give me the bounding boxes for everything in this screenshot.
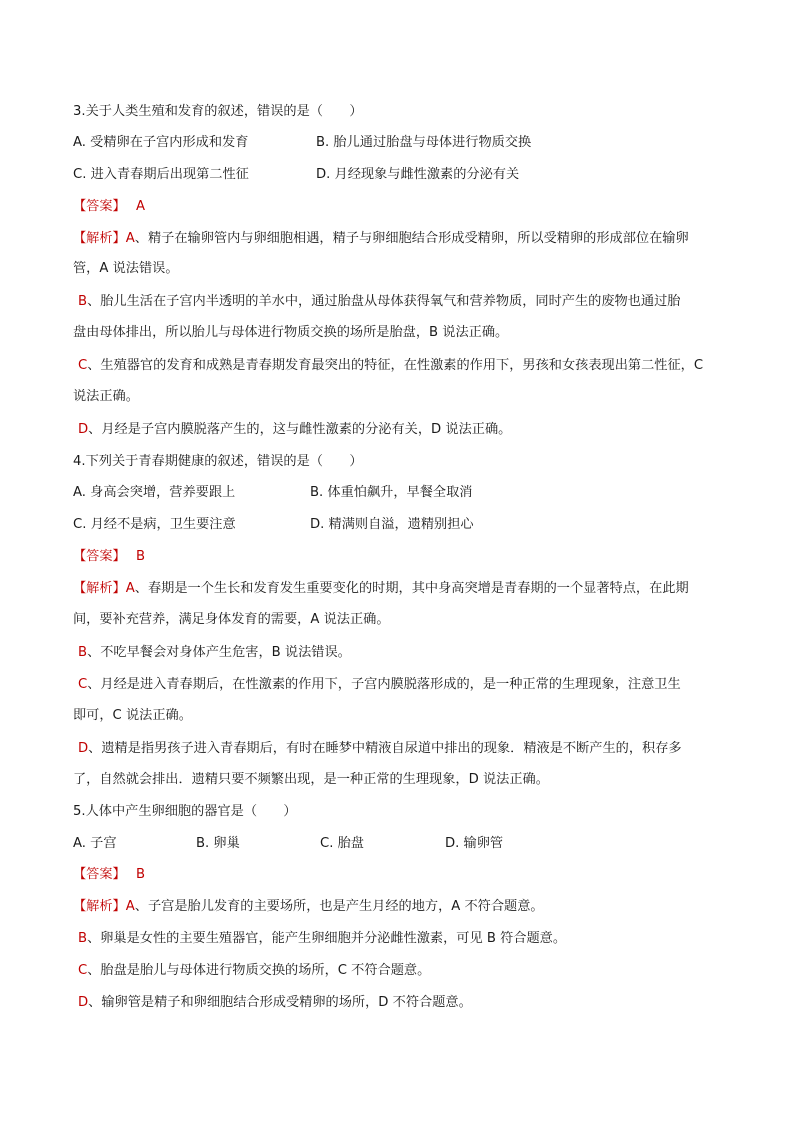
q3-option-a: A. 受精卵在子宫内形成和发育 [73,135,249,150]
q3-answer [73,198,145,216]
q3-analysis-c: C、生殖器官的发育和成熟是青春期发育最突出的特征，在性激素的作用下，男孩和女孩表现出第二性征，C [78,358,704,373]
q4-analysis-b: B、不吃早餐会对身体产生危害，B 说法错误。 [78,645,351,660]
q5-analysis-b: B、卵巢是女性的主要生殖器官，能产生卵细胞并分泌雌性激素，可见 B 符合题意。 [78,931,567,946]
answer-label: 【答案】 [73,549,126,564]
analysis-label: 【解析】 [73,899,126,914]
q4-answer [73,548,145,566]
q3-analysis-b: B、胎儿生活在子宫内半透明的羊水中，通过胎盘从母体获得氧气和营养物质，同时产生的废物也通过胎 [78,294,681,309]
q4-option-c: C. 月经不是病，卫生要注意 [73,517,236,532]
q4-option-b: B. 体重怕飙升，早餐全取消 [310,485,473,500]
q3-option-b: B. 胎儿通过胎盘与母体进行物质交换 [316,135,532,150]
q4-option-d: D. 精满则自溢，遗精别担心 [310,517,474,532]
q3-option-d: D. 月经现象与雌性激素的分泌有关 [316,167,520,182]
q5-option-b: B. 卵巢 [196,836,240,851]
q5-option-c: C. 胎盘 [320,836,364,851]
q4-analysis-c: C、月经是进入青春期后，在性激素的作用下，子宫内膜脱落形成的，是一种正常的生理现象，注意卫生 [78,677,681,692]
answer-value: B [135,867,146,882]
answer-value: B [135,549,146,564]
q3-analysis-a-cont: 管，A 说法错误。 [73,261,179,276]
answer-value: A [135,199,145,214]
q3-analysis-a: 【解析】A、精子在输卵管内与卵细胞相遇，精子与卵细胞结合形成受精卵，所以受精卵的形成部位在输卵 [73,231,689,246]
q5-analysis-a: 【解析】A、子宫是胎儿发育的主要场所，也是产生月经的地方，A 不符合题意。 [73,899,544,914]
analysis-label: 【解析】 [73,581,126,596]
q4-analysis-a: 【解析】A、春期是一个生长和发育发生重要变化的时期，其中身高突增是青春期的一个显著特点，在此期 [73,581,689,596]
analysis-label: 【解析】 [73,231,126,246]
q5-analysis-c: C、胎盘是胎儿与母体进行物质交换的场所，C 不符合题意。 [78,963,431,978]
answer-label: 【答案】 [73,199,126,214]
q5-option-a: A. 子宫 [73,836,117,851]
question-4-stem: 4.下列关于青春期健康的叙述，错误的是（ ） [73,454,363,469]
answer-label: 【答案】 [73,867,126,882]
q4-analysis-a-cont: 间，要补充营养，满足身体发育的需要，A 说法正确。 [73,612,390,627]
q4-analysis-d-cont: 了，自然就会排出．遗精只要不频繁出现，是一种正常的生理现象，D 说法正确。 [73,772,549,787]
q3-analysis-c-cont: 说法正确。 [73,389,139,404]
question-3-stem: 3.关于人类生殖和发育的叙述，错误的是（ ） [73,104,363,119]
q5-analysis-d: D、输卵管是精子和卵细胞结合形成受精卵的场所，D 不符合题意。 [78,995,472,1010]
q3-analysis-d: D、月经是子宫内膜脱落产生的，这与雌性激素的分泌有关，D 说法正确。 [78,422,512,437]
q5-option-d: D. 输卵管 [445,836,504,851]
q3-analysis-b-cont: 盘由母体排出，所以胎儿与母体进行物质交换的场所是胎盘，B 说法正确。 [73,325,509,340]
q3-option-c: C. 进入青春期后出现第二性征 [73,167,249,182]
q4-analysis-d: D、遗精是指男孩子进入青春期后，有时在睡梦中精液自尿道中排出的现象．精液是不断产生的，积存多 [78,741,682,756]
q4-analysis-c-cont: 即可，C 说法正确。 [73,708,192,723]
q4-option-a: A. 身高会突增，营养要跟上 [73,485,236,500]
q5-answer [73,866,145,884]
question-5-stem: 5.人体中产生卵细胞的器官是（ ） [73,804,297,819]
